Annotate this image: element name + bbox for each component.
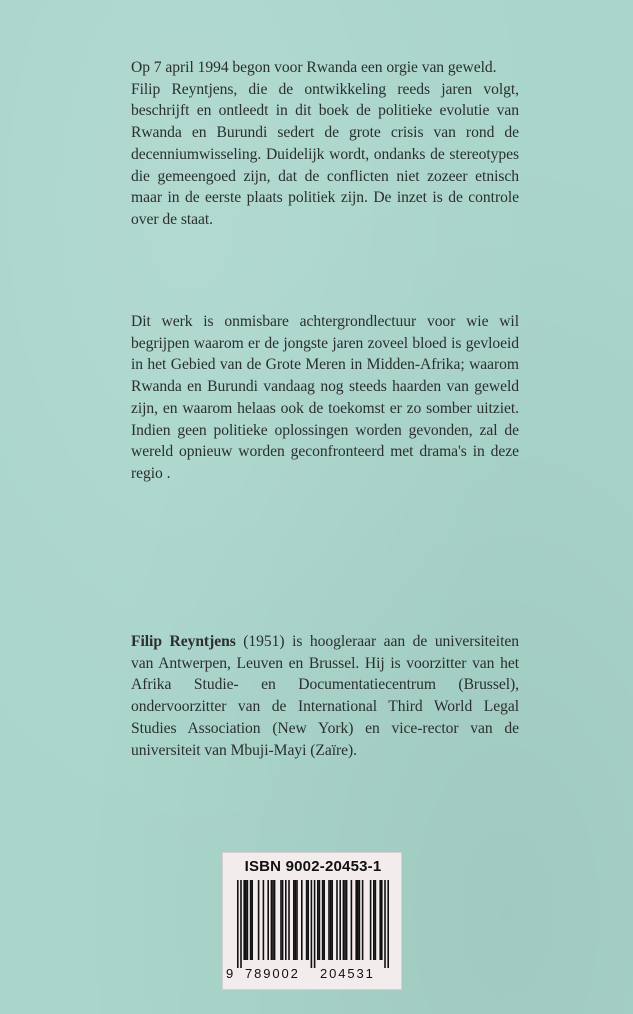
barcode-bar-2 (243, 880, 245, 960)
barcode-bar-39 (357, 880, 359, 960)
barcode-bar-11 (272, 880, 274, 960)
barcode-bar-28 (323, 880, 325, 960)
summary-paragraph: Dit werk is onmisbare achtergrondlectuur voor wie wil begrijpen waarom er de jongste jaren zoveel bloed is gevloeid in het Gebied van de Grote Meren in Midden-Afrika; waarom Rwanda en Burundi vandaag nog steeds haarden van geweld zijn, en waarom helaas ook de toekomst er zo somber uitziet. Indien geen politieke oplossingen worden gevonden, zal de wereld opnieuw worden geconfronteerd met drama's in deze regio . (131, 313, 519, 482)
author-bio-block (131, 631, 519, 761)
barcode-bar-41 (362, 880, 364, 960)
barcode-bar-35 (344, 880, 346, 960)
author-bio-paragraph (131, 631, 519, 761)
barcode-bar-36 (346, 880, 348, 960)
barcode-bar-29 (328, 880, 330, 960)
barcode-bar-44 (375, 880, 377, 960)
ean-barcode-bars (236, 880, 390, 968)
barcode-bar-5 (250, 880, 252, 960)
intro-paragraph: Filip Reyntjens, die de ontwikkeling reeds jaren volgt, beschrijft en ontleedt in dit boek de politieke evolutie van Rwanda en Burundi sedert de grote crisis van rond de decenniumwisseling. Duidelijk wordt, ondanks de stereotypes die gemeengoed zijn, dat de conflicten niet zozeer etnisch maar in de eerste plaats politiek zijn. De inzet is de controle over de staat. (131, 80, 519, 228)
barcode-bar-14 (282, 880, 284, 960)
barcode-bar-43 (373, 880, 375, 960)
barcode-bar-8 (263, 880, 265, 960)
barcode-bar-16 (288, 880, 290, 960)
barcode-bar-34 (343, 880, 345, 960)
barcode-bar-7 (258, 880, 260, 960)
barcode-bar-30 (330, 880, 332, 960)
barcode-bar-31 (331, 880, 333, 960)
barcode-bar-27 (322, 880, 324, 960)
barcode-bar-24 (314, 880, 316, 968)
barcode-bar-10 (271, 880, 273, 960)
barcode-bar-0 (237, 880, 239, 968)
barcode-bar-1 (240, 880, 242, 968)
barcode-bar-37 (351, 880, 353, 960)
barcode-bar-25 (317, 880, 319, 960)
isbn-number: ISBN 9002-20453-1 (244, 858, 382, 875)
barcode-bar-4 (247, 880, 249, 960)
barcode-bar-13 (280, 880, 282, 960)
barcode-digits (223, 966, 403, 986)
barcode-bar-33 (339, 880, 341, 960)
barcode-bar-42 (370, 880, 372, 960)
barcode-bar-32 (336, 880, 338, 960)
author-bio-text: (1951) is hoogleraar aan de universiteiten van Antwerpen, Leuven en Brussel. Hij is voorzitter van het Afrika Studie- en Documentatiecentrum (Brussel), ondervoorzitter van de International Third World Legal Studies Association (New York) en vice-rector van de universiteit van Mbuji-Mayi (Zaïre). (131, 633, 519, 759)
barcode-bar-19 (296, 880, 298, 960)
barcode-right-digits: 204531 (320, 966, 375, 981)
opening-sentence: Op 7 april 1994 begon voor Rwanda een orgie van geweld. (131, 59, 497, 76)
barcode-bar-22 (307, 880, 309, 960)
barcode-bar-3 (245, 880, 247, 960)
barcode-bar-18 (295, 880, 297, 960)
barcode-bar-48 (387, 880, 389, 968)
barcode-bar-21 (306, 880, 308, 960)
barcode-bar-12 (274, 880, 276, 960)
barcode-first-digit: 9 (226, 966, 234, 981)
barcode-bar-9 (267, 880, 269, 960)
summary-text-block (131, 311, 519, 485)
barcode-bar-40 (359, 880, 361, 960)
intro-text-block (131, 57, 519, 231)
barcode-left-digits: 789002 (245, 966, 300, 981)
barcode-bar-17 (293, 880, 295, 960)
barcode-bar-23 (311, 880, 313, 968)
isbn-barcode-label (222, 852, 402, 990)
barcode-bar-47 (384, 880, 386, 968)
author-name: Filip Reyntjens (131, 633, 236, 650)
barcode-bar-45 (379, 880, 381, 960)
barcode-bar-6 (251, 880, 253, 960)
barcode-bar-15 (285, 880, 287, 960)
barcode-bar-46 (381, 880, 383, 960)
barcode-bar-38 (355, 880, 357, 960)
barcode-bar-20 (301, 880, 303, 960)
barcode-bar-26 (319, 880, 321, 960)
